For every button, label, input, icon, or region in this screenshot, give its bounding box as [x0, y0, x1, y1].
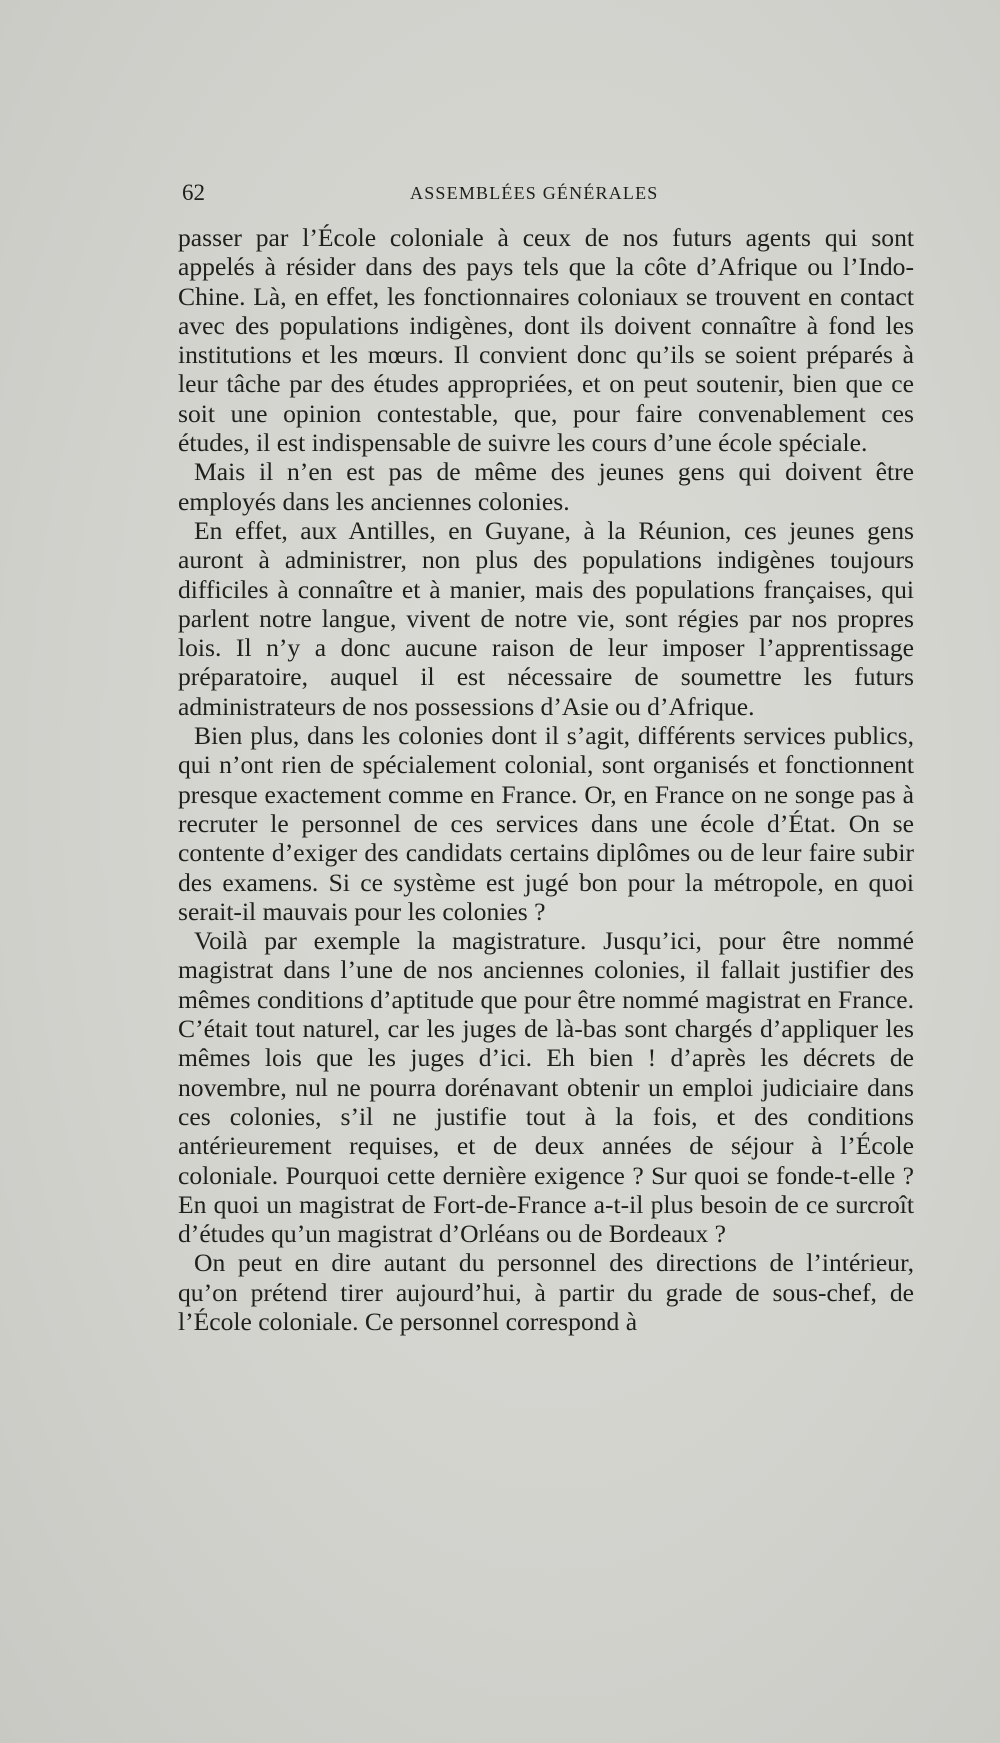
paragraph-4: Bien plus, dans les colonies dont il s’agit, différents services publics, qui n’ont rien de spécialement colonial, sont organisés et fonctionnent presque exactement comme en France. Or, en France on ne songe pas à recruter le personnel de ces services dans une école d’État. On se contente d’exiger des candidats certains diplômes ou de leur faire subir des examens. Si ce système est jugé bon pour la métropole, en quoi serait-il mauvais pour les colonies ?: [178, 721, 914, 926]
running-title: ASSEMBLÉES GÉNÉRALES: [410, 183, 659, 203]
paragraph-2: Mais il n’en est pas de même des jeunes gens qui doivent être employés dans les anciennes colonies.: [178, 457, 914, 516]
paragraph-3: En effet, aux Antilles, en Guyane, à la Réunion, ces jeunes gens auront à administrer, non plus des populations indigènes toujours difficiles à connaître et à manier, mais des populations françaises, qui parlent notre langue, vivent de notre vie, sont régies par nos propres lois. Il n’y a donc aucune raison de leur imposer l’apprentissage préparatoire, auquel il est nécessaire de soumettre les futurs administrateurs de nos possessions d’Asie ou d’Afrique.: [178, 515, 914, 721]
paragraph-5: Voilà par exemple la magistrature. Jusqu’ici, pour être nommé magistrat dans l’une de nos anciennes colonies, il fallait justifier des mêmes conditions d’aptitude que pour être nommé magistrat en France. C’était tout naturel, car les juges de là-bas sont chargés d’appliquer les mêmes lois que les juges d’ici. Eh bien ! d’après les décrets de novembre, nul ne pourra dorénavant obtenir un emploi judiciaire dans ces colonies, s’il ne justifie tout à la fois, et des conditions antérieurement requises, et de deux années de séjour à l’École coloniale. Pourquoi cette dernière exigence ? Sur quoi se fonde-t-elle ? En quoi un magistrat de Fort-de-France a-t-il plus besoin de ce surcroît d’études qu’un magistrat d’Orléans ou de Bordeaux ?: [178, 926, 914, 1249]
running-head: [182, 180, 922, 210]
body-text: [178, 223, 914, 1336]
page-number: 62: [182, 180, 205, 205]
paragraph-6: On peut en dire autant du personnel des directions de l’intérieur, qu’on prétend tirer aujourd’hui, à partir du grade de sous-chef, de l’École coloniale. Ce personnel correspond à: [178, 1248, 914, 1336]
paragraph-1: passer par l’École coloniale à ceux de nos futurs agents qui sont appelés à résider dans des pays tels que la côte d’Afrique ou l’Indo-Chine. Là, en effet, les fonctionnaires coloniaux se trouvent en contact avec des populations indigènes, dont ils doivent connaître à fond les institutions et les mœurs. Il convient donc qu’ils se soient préparés à leur tâche par des études appropriées, et on peut soutenir, bien que ce soit une opinion contestable, que, pour faire convenablement ces études, il est indispensable de suivre les cours d’une école spéciale.: [178, 223, 914, 458]
